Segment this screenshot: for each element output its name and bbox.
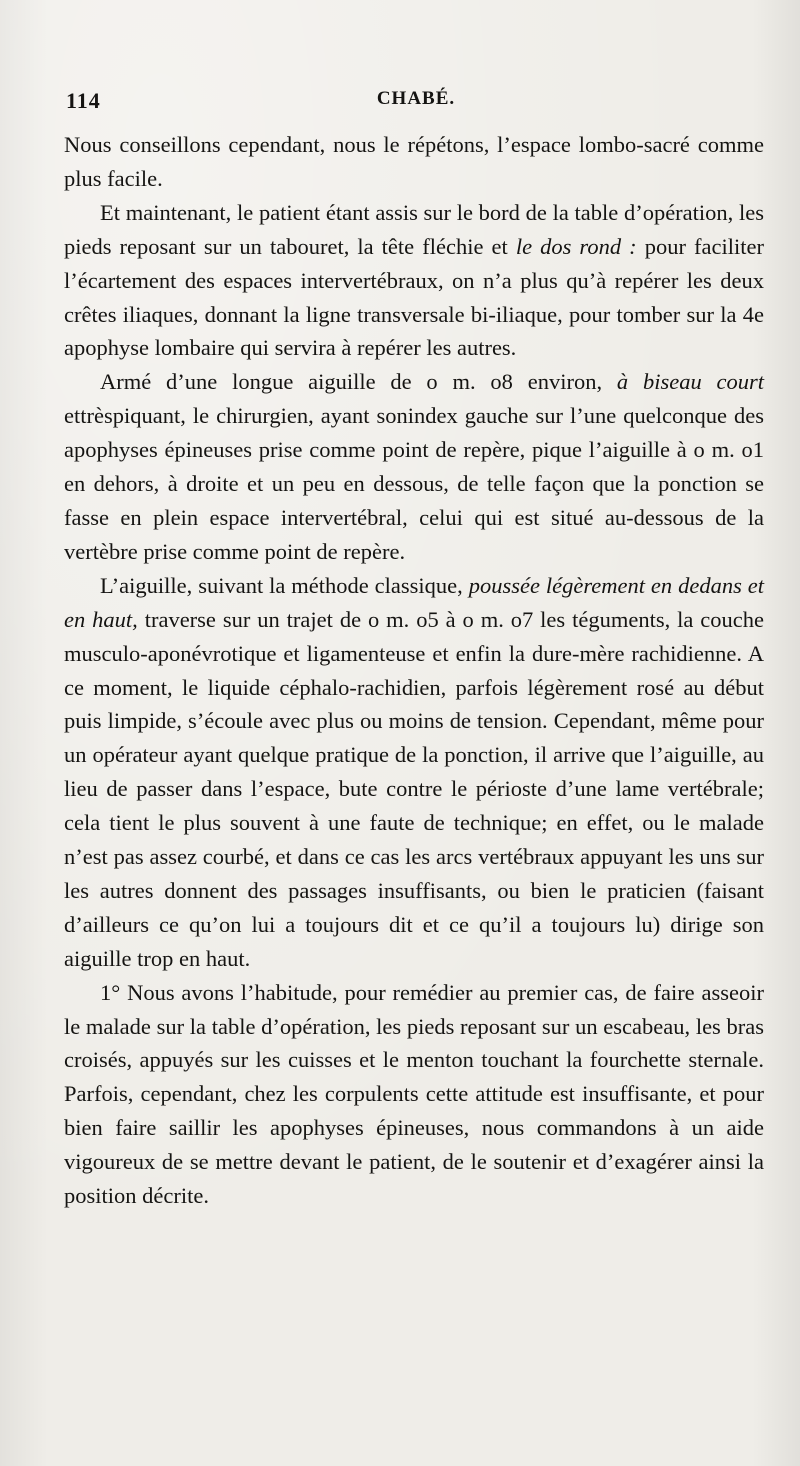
text-run: traverse sur un trajet de o m. o5 à o m. o7 les téguments, la couche musculo-aponévrotique et ligamenteuse et enfin la dure-mère rachidienne. A ce moment, le liquide céphalo-rachidien, parfois légèrement rosé au début puis limpide, s’écoule avec plus ou moins de tension. Cependant, même pour un opérateur ayant quelque pratique de la ponction, il arrive que l’aiguille, au lieu de passer dans l’espace, bute contre le périoste d’une lame vertébrale; cela tient le plus souvent à une faute de technique; en effet, ou le malade n’est pas assez courbé, et dans ce cas les arcs vertébraux appuyant les uns sur les autres donnent des passages insuffisants, ou bien le praticien (faisant d’ailleurs ce qu’on lui a toujours dit et ce qu’il a toujours lu) dirige son aiguille trop en haut. bbox=[64, 606, 764, 971]
paragraph bbox=[64, 976, 764, 1213]
text-run: 1° Nous avons l’habitude, pour remédier au premier cas, de faire asseoir le malade sur la table d’opération, les pieds reposant sur un escabeau, les bras croisés, appuyés sur les cuisses et le menton touchant la fourchette sternale. Parfois, cependant, chez les corpulents cette attitude est insuffisante, et pour bien faire saillir les apophyses épineuses, nous commandons à un aide vigoureux de se mettre devant le patient, de le soutenir et d’exagérer ainsi la position décrite. bbox=[64, 979, 764, 1209]
italic-text: le dos rond : bbox=[515, 233, 637, 259]
page-header bbox=[66, 88, 766, 116]
text-run: ettrèspiquant, le chirurgien, ayant sonindex gauche sur l’une quelconque des apophyses épineuses prise comme point de repère, pique l’aiguille à o m. o1 en dehors, à droite et un peu en dessous, de telle façon que la ponction se fasse en plein espace intervertébral, celui qui est situé au-dessous de la vertèbre prise comme point de repère. bbox=[64, 403, 764, 564]
text-run: Nous conseillons cependant, nous le répétons, l’espace lombo-sacré comme plus facile. bbox=[64, 132, 764, 191]
paragraph bbox=[64, 365, 764, 568]
paragraph bbox=[64, 128, 764, 196]
body-text bbox=[64, 128, 764, 1213]
text-run: Et maintenant, le patient étant assis sur le bord de la table d’opération, les pieds reposant sur un tabouret, la tête fléchie et bbox=[64, 199, 764, 259]
running-head: CHABÉ. bbox=[376, 88, 456, 109]
text-run: Armé d’une longue aiguille de o m. o8 environ, bbox=[100, 369, 617, 395]
text-run: pour faciliter l’écartement des espaces intervertébraux, on n’a plus qu’à repérer les deux crêtes iliaques, donnant la ligne transversale bi-iliaque, pour tomber sur la 4e apophyse lombaire qui servira à repérer les autres. bbox=[64, 233, 764, 361]
paragraph bbox=[64, 196, 764, 366]
italic-text: à biseau court bbox=[616, 369, 764, 395]
text-run: L’aiguille, suivant la méthode classique, bbox=[100, 572, 469, 598]
page-number: 114 bbox=[66, 88, 101, 113]
paragraph bbox=[64, 569, 764, 976]
italic-text: poussée légèrement en dedans et en haut, bbox=[64, 572, 764, 632]
